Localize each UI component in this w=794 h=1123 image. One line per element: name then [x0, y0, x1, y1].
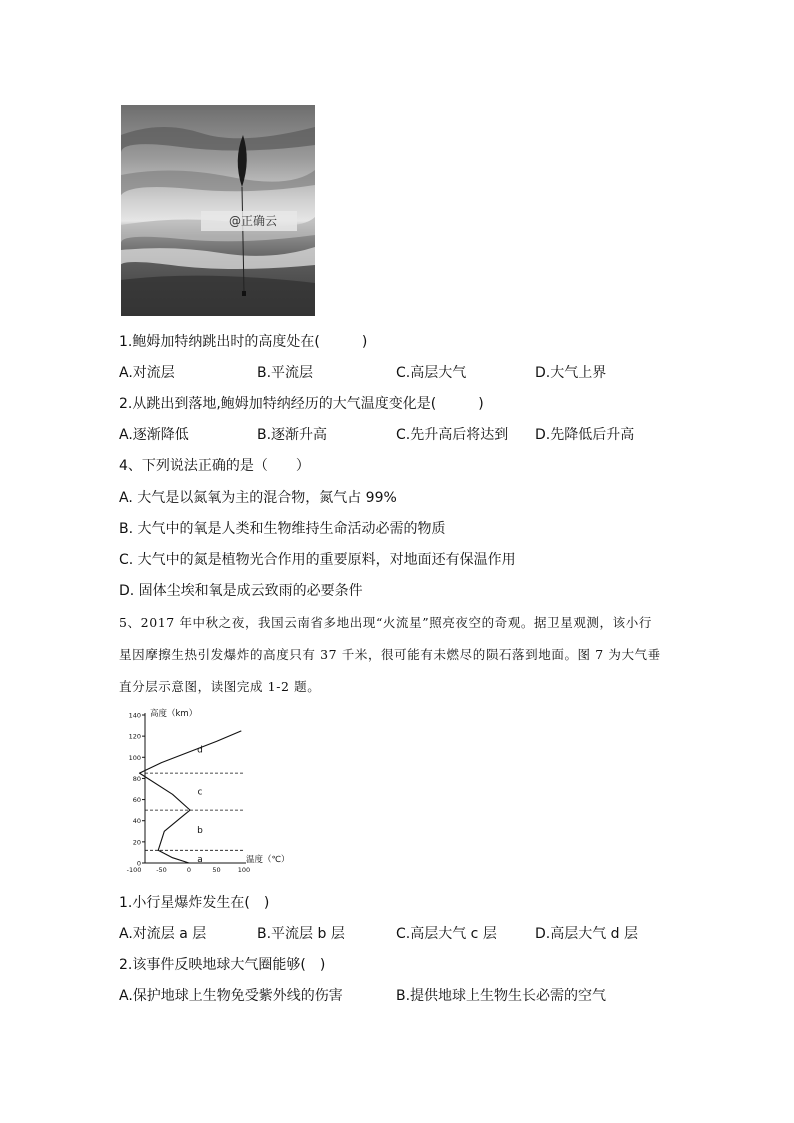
option-c[interactable]: C.先升高后将达到 [396, 427, 509, 443]
y-tick-label: 60 [132, 796, 141, 805]
option-c[interactable]: C.高层大气 c 层 [396, 926, 497, 942]
x-tick-label: 0 [186, 866, 192, 874]
option-a[interactable]: A.逐渐降低 [119, 427, 189, 443]
question-stem: 4、下列说法正确的是（ ） [119, 458, 310, 474]
paragraph-line: 星因摩擦生热引发爆炸的高度只有 37 千米，很可能有未燃尽的陨石落到地面。图 7 为大气垂 [119, 647, 661, 662]
y-axis-label: 高度（km） [150, 709, 198, 719]
y-tick-label: 20 [132, 838, 141, 847]
option-b[interactable]: B. 大气中的氧是人类和生物维持生命活动必需的物质 [119, 521, 446, 537]
balloon-photo [121, 105, 315, 316]
watermark: @正确云 [229, 214, 278, 228]
option-d[interactable]: D. 固体尘埃和氧是成云致雨的必要条件 [119, 583, 363, 599]
option-a[interactable]: A.对流层 [119, 365, 175, 381]
layer-label: a [197, 854, 203, 865]
y-tick-label: 100 [128, 753, 141, 762]
atmosphere-layer-chart [118, 705, 298, 875]
question-stem: 1.鲍姆加特纳跳出时的高度处在( ) [119, 334, 368, 350]
y-tick-label: 80 [132, 774, 141, 783]
y-tick-label: 120 [128, 732, 141, 741]
x-tick-label: -100 [126, 866, 142, 874]
option-a[interactable]: A.对流层 a 层 [119, 926, 207, 942]
temperature-curve [140, 731, 242, 863]
option-d[interactable]: D.大气上界 [535, 365, 607, 381]
x-tick-label: 50 [212, 866, 221, 874]
y-tick-label: 140 [128, 711, 141, 720]
question-stem: 2.该事件反映地球大气圈能够( ) [119, 957, 326, 973]
question-stem: 1.小行星爆炸发生在( ) [119, 895, 270, 911]
x-tick-label: 100 [237, 866, 251, 874]
option-a[interactable]: A.保护地球上生物免受紫外线的伤害 [119, 988, 343, 1004]
option-a[interactable]: A. 大气是以氮氧为主的混合物，氮气占 99% [119, 490, 397, 506]
option-b[interactable]: B.逐渐升高 [257, 427, 328, 443]
layer-label: c [197, 787, 203, 798]
option-d[interactable]: D.高层大气 d 层 [535, 926, 639, 942]
option-b[interactable]: B.平流层 b 层 [257, 926, 345, 942]
layer-label: b [197, 826, 203, 837]
option-d[interactable]: D.先降低后升高 [535, 427, 635, 443]
y-tick-label: 40 [132, 817, 141, 826]
option-b[interactable]: B.平流层 [257, 365, 314, 381]
question-stem: 2.从跳出到落地,鲍姆加特纳经历的大气温度变化是( ) [119, 396, 484, 412]
layer-label: d [197, 745, 203, 756]
x-tick-label: -50 [156, 866, 167, 874]
option-b[interactable]: B.提供地球上生物生长必需的空气 [396, 988, 607, 1004]
option-c[interactable]: C.高层大气 [396, 365, 467, 381]
paragraph-line: 5、2017 年中秋之夜，我国云南省多地出现“火流星”照亮夜空的奇观。据卫星观测，该小行 [119, 615, 652, 630]
option-c[interactable]: C. 大气中的氮是植物光合作用的重要原料，对地面还有保温作用 [119, 552, 516, 568]
y-tick-label: 0 [136, 859, 141, 868]
paragraph-line: 直分层示意图，读图完成 1-2 题。 [119, 679, 321, 694]
x-axis-label: 温度（℃） [246, 855, 290, 865]
